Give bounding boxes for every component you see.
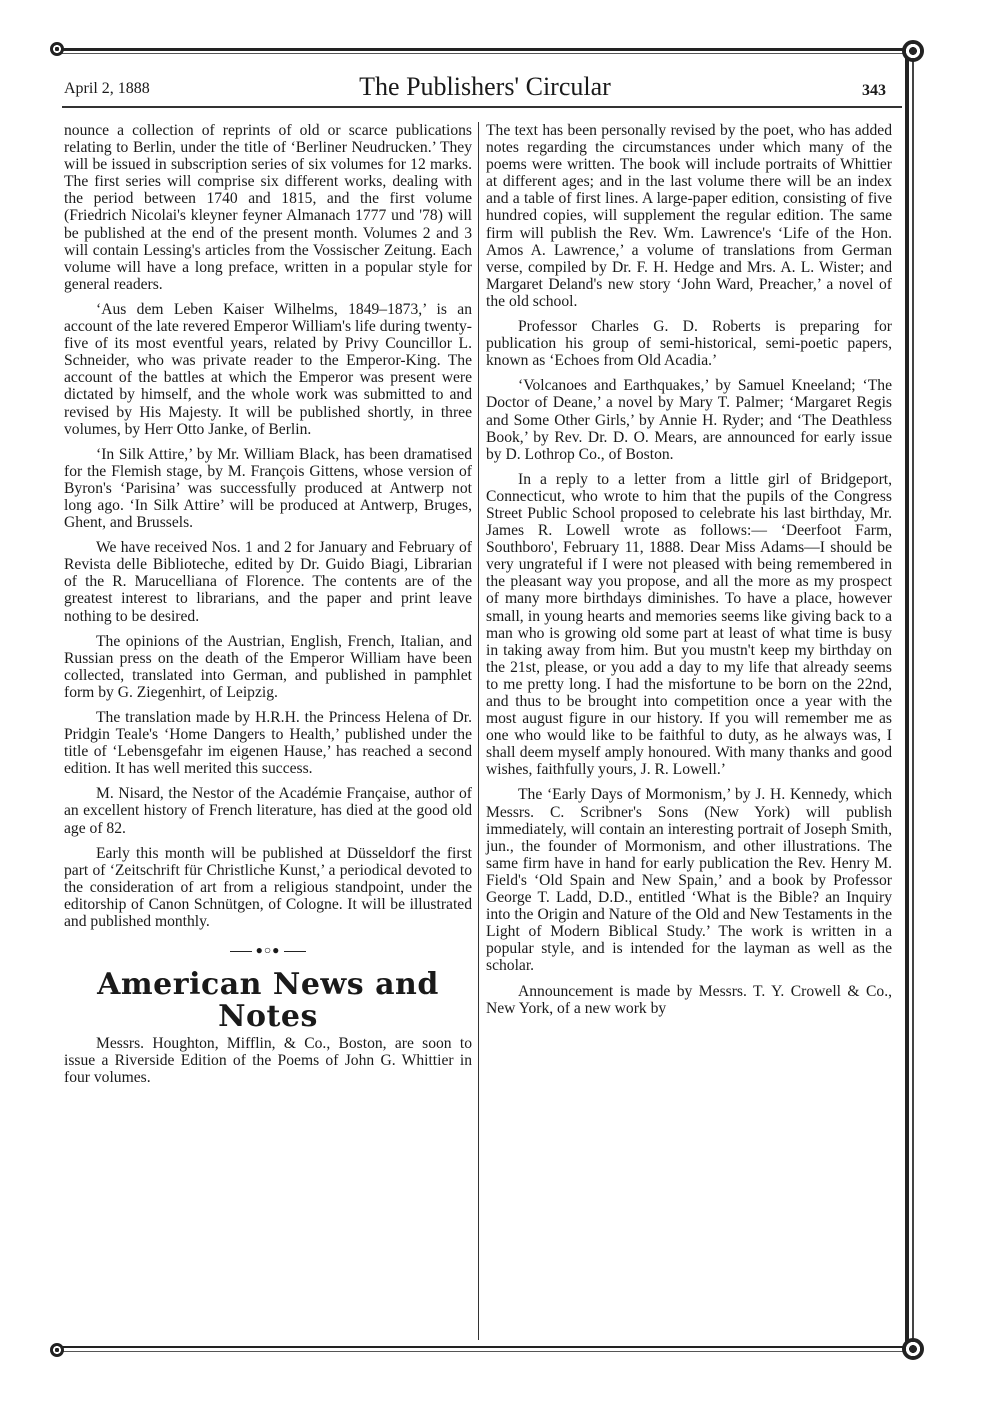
section-heading: American News and Notes xyxy=(97,967,439,1035)
corner-ornament-icon xyxy=(902,1338,924,1360)
paragraph: The ‘Early Days of Mormonism,’ by J. H. Kennedy, which Messrs. C. Scribner's Sons (New York) will publish immediately, will contain an interesting portrait of Joseph Smith, jun., the founder of Mormonism, and other illustrations. The same firm have in hand for early publication the Rev. Henry M. Field's ‘Old Spain and New Spain,’ and a book by Professor George T. Ladd, D.D., entitled ‘What is the Bible? an Inquiry into the Origin and Nature of the Old and New Testaments in the Light of Modern Biblical Study.’ The work is written in a popular style, and is intended for the layman as well as the scholar. xyxy=(486,786,892,975)
column-divider xyxy=(478,122,479,1340)
paragraph: We have received Nos. 1 and 2 for January and February of Revista delle Biblioteche, edited by Dr. Guido Biagi, Librarian of the R. Marucelliana of Florence. The contents are of the greatest interest to librarians, and the paper and print leave nothing to be desired. xyxy=(64,539,472,625)
bottom-border-rule xyxy=(58,1346,908,1348)
corner-ornament-icon xyxy=(50,42,64,56)
paragraph: nounce a collection of reprints of old or scarce publications relating to Berlin, under the title of ‘Berliner Neudrucken.’ They will be issued in subscription series of six volumes for 12 marks. The first series will comprise six different works, dealing with the period between 1740 and 1815, and the first volume (Friedrich Nicolai's kleyner feyner Almanach 1777 und '78) will be published at the end of the present month. Volumes 2 and 3 will contain Lessing's articles from the Vossischer Zeitung. Each volume will have a long preface, written in a popular style for general readers. xyxy=(64,122,472,293)
paragraph: In a reply to a letter from a little girl of Bridgeport, Connecticut, who wrote to him that the pupils of the Congress Street Public School proposed to celebrate his last birthday, Mr. James R. Lowell wrote as follows:— ‘Deerfoot Farm, Southboro', February 11, 1888. Dear Miss Adams—I should be very ungrateful if I were not pleased with being remembered in the pleasant way you propose, and all the more as my prospect of many more birthdays diminishes. To have a place, however small, in young hearts and memories seems like giving back to a man who is growing old some part at least of what time is busy in taking away from him. But you mustn't keep my birthday on the 21st, please, or you add a day to my life that already seems to me pretty long. I had the misfortune to be born on the 22nd, and thus to be brought into competition once a year with the most august figure in our history. If you will remember me as one who would like to be faithful to duty, as he always was, I shall deem myself amply honoured. With many thanks and good wishes, faithfully yours, J. R. Lowell.’ xyxy=(486,470,892,779)
right-border-rule xyxy=(905,48,909,1352)
paragraph: The opinions of the Austrian, English, French, Italian, and Russian press on the death of the Emperor William have been collected, translated into German, and published in pamphlet form by G. Ziegenhirt, of Leipzig. xyxy=(64,632,472,701)
publication-title: The Publishers' Circular xyxy=(359,72,611,101)
right-column xyxy=(486,122,892,1017)
paragraph: ‘Aus dem Leben Kaiser Wilhelms, 1849–1873,’ is an account of the late revered Emperor William's life during twenty-five of its most eventful years, related by Privy Councillor L. Schneider, who was private reader to the Emperor-King. The account of the battles at which the Emperor was present were dictated by himself, and the whole work was submitted to and revised by His Majesty. It will be published shortly, in three volumes, by Herr Otto Janke, of Berlin. xyxy=(64,300,472,438)
right-border-rule-thin xyxy=(912,60,914,1345)
left-column xyxy=(64,122,472,1087)
section-divider-ornament: ●○● xyxy=(64,942,472,959)
corner-ornament-icon xyxy=(902,40,924,62)
paragraph: Professor Charles G. D. Roberts is preparing for publication his group of semi-historical, semi-poetic papers, known as ‘Echoes from Old Acadia.’ xyxy=(486,318,892,370)
paragraph: Messrs. Houghton, Mifflin, & Co., Boston, are soon to issue a Riverside Edition of the Poems of John G. Whittier in four volumes. xyxy=(64,1035,472,1087)
corner-ornament-icon xyxy=(50,1343,64,1357)
bottom-border-rule-thin xyxy=(58,1351,908,1352)
paragraph: ‘In Silk Attire,’ by Mr. William Black, has been dramatised for the Flemish stage, by M. François Gittens, whose version of Byron's ‘Parisina’ was successfully produced at Antwerp not long ago. ‘In Silk Attire’ will be produced at Antwerp, Bruges, Ghent, and Brussels. xyxy=(64,445,472,532)
header-rule xyxy=(62,106,902,108)
paragraph: Early this month will be published at Düsseldorf the first part of ‘Zeitschrift für Christliche Kunst,’ a periodical devoted to the consideration of art from a religious standpoint, under the editorship of Canon Schnütgen, of Cologne. It will be illustrated and published monthly. xyxy=(64,844,472,931)
paragraph: The translation made by H.R.H. the Princess Helena of Dr. Pridgin Teale's ‘Home Dangers to Health,’ published under the title of ‘Lebensgefahr im eigenen Hause,’ has reached a second edition. It has well merited this success. xyxy=(64,709,472,778)
top-border-rule-thin xyxy=(58,53,908,54)
paragraph: Announcement is made by Messrs. T. Y. Crowell & Co., New York, of a new work by xyxy=(486,982,892,1017)
paragraph: ‘Volcanoes and Earthquakes,’ by Samuel Kneeland; ‘The Doctor of Deane,’ a novel by Mary T. Palmer; ‘Margaret Regis and Some Other Girls,’ by Annie H. Ryder; and ‘The Deathless Book,’ by Rev. Dr. D. O. Mears, are announced for early issue by D. Lothrop Co., of Boston. xyxy=(486,377,892,463)
issue-date: April 2, 1888 xyxy=(64,80,150,97)
top-border-rule xyxy=(58,48,908,51)
paragraph: M. Nisard, the Nestor of the Académie Française, author of an excellent history of French literature, has died at the good old age of 82. xyxy=(64,785,472,837)
paragraph: The text has been personally revised by the poet, who has added notes regarding the circumstances under which many of the poems were written. The book will include portraits of Whittier at different ages; and in the last volume there will be an index and a table of first lines. A large-paper edition, consisting of five hundred copies, will supplement the regular edition. The same firm will publish the Rev. Wm. Lawrence's ‘Life of the Hon. Amos A. Lawrence,’ a volume of translations from German verse, compiled by Dr. F. H. Hedge and Mrs. A. L. Wister; and Margaret Deland's new story ‘John Ward, Preacher,’ a novel of the old school. xyxy=(486,122,892,310)
page-number: 343 xyxy=(862,82,886,99)
